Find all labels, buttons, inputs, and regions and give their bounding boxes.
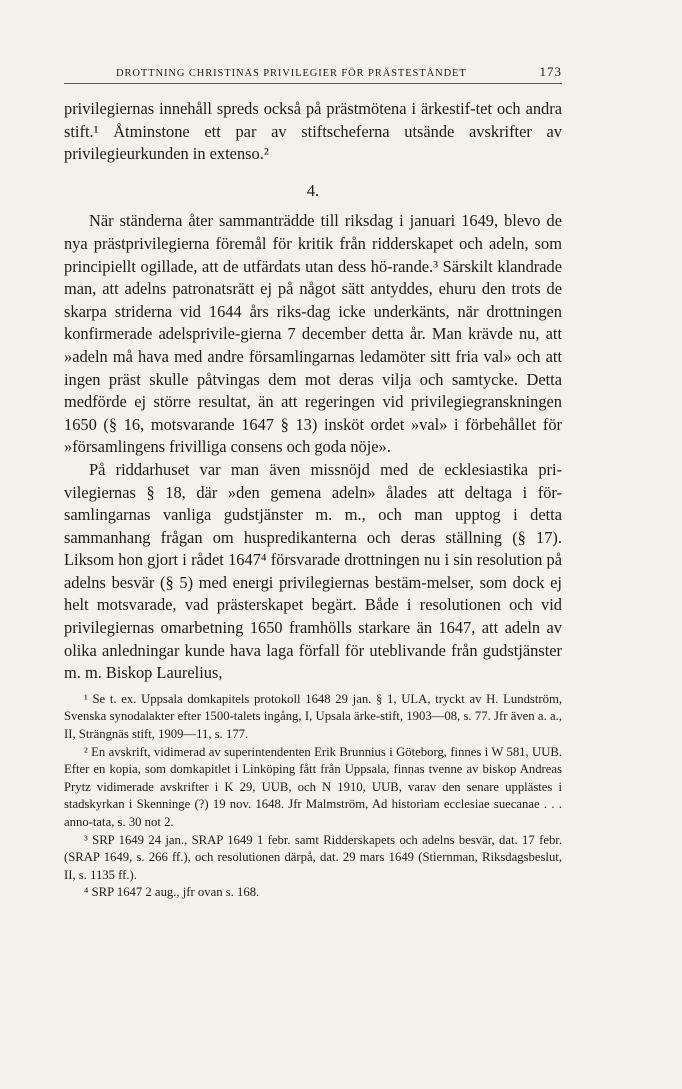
- footnote-3: ³ SRP 1649 24 jan., SRAP 1649 1 febr. samt Ridderskapets och adelns besvär, dat. 17 febr. (SRAP 1649, s. 266 ff.), och resolutionen därpå, dat. 29 mars 1649 (Stiernman, Riksdagsbeslut, II, s. 1135 ff.).: [64, 832, 562, 882]
- paragraph-3: På riddarhuset var man även missnöjd med de ecklesiastika pri-vilegiernas § 18, där »den gemena adeln» ålades att deltaga i för-samlingarnas vanliga gudstjänster m. m., och man upptog i detta sammanhang frågan om huspredikanterna och deras ställning (§ 17). Liksom hon gjort i rådet 1647⁴ försvarade drottningen nu i sin resolution på adelns besvär (§ 5) med energi privilegiernas bestäm-melser, som dock ej helt motsvarade, vad prästerskapet begärt. Både i resolutionen och vid privilegiernas omarbetning 1650 framhölls starkare än 1647, att adeln av olika anledningar kunde hava laga förfall för uteblivande från gudstjänster m. m. Biskop Laurelius,: [64, 459, 562, 683]
- footnote-2: ² En avskrift, vidimerad av superintendenten Erik Brunnius i Göteborg, finnes i W 581, UUB. Efter en kopia, som domkapitlet i Linköping fått från Uppsala, finnas tvenne av biskop Andreas Prytz vidimerade avskrifter i K 29, UUB, och N 1910, UUB, varav den senare upplästes i stadskyrkan i Skenninge (?) 19 nov. 1648. Jfr Malmström, Ad historiam ecclesiae suecanae . . . anno-tata, s. 30 not 2.: [64, 744, 562, 829]
- main-text: [64, 98, 562, 685]
- footnote-4: ⁴ SRP 1647 2 aug., jfr ovan s. 168.: [84, 885, 260, 900]
- running-title: DROTTNING CHRISTINAS PRIVILEGIER FÖR PRÄSTESTÅNDET: [116, 68, 467, 79]
- running-header: [64, 64, 562, 84]
- footnotes: [64, 691, 562, 902]
- page-number: 173: [539, 64, 562, 79]
- section-number: 4.: [306, 180, 320, 200]
- book-page: [64, 64, 562, 902]
- footnote-1: ¹ Se t. ex. Uppsala domkapitels protokoll 1648 29 jan. § 1, ULA, tryckt av H. Lundström, Svenska synodalakter efter 1500-talets ingång, I, Upsala ärke-stift, 1903—08, s. 77. Jfr även a. a., II, Strängnäs stift, 1909—11, s. 177.: [64, 691, 562, 742]
- paragraph-2: När ständerna åter sammanträdde till riksdag i januari 1649, blevo de nya prästprivilegierna föremål för kritik från ridderskapet och adeln, som principiellt ogillade, att de utfärdats utan dess hö-rande.³ Särskilt klandrade man, att adelns patronatsrätt ej på något sätt antyddes, ehuru den trots de skarpa striderna vid 1644 års riks-dag icke underkänts, när drottningen konfirmerade adelsprivile-gierna 7 december detta år. Man krävde nu, att »adeln må hava med andre församlingarnas ledamöter sitt fria val» och att ingen präst skulle påtvingas dem mot deras vilja och samtycke. Detta medförde ej större resultat, än att regeringen vid privilegiegranskningen 1650 (§ 16, motsvarande 1647 § 13) insköt ordet »val» i förbehållet för »församlingens frivilliga consens och goda nöje».: [64, 211, 562, 457]
- paragraph-1: privilegiernas innehåll spreds också på prästmötena i ärkestif-tet och andra stift.¹ Åtminstone ett par av stiftscheferna utsände avskrifter av privilegieurkunden in extenso.²: [64, 99, 562, 164]
